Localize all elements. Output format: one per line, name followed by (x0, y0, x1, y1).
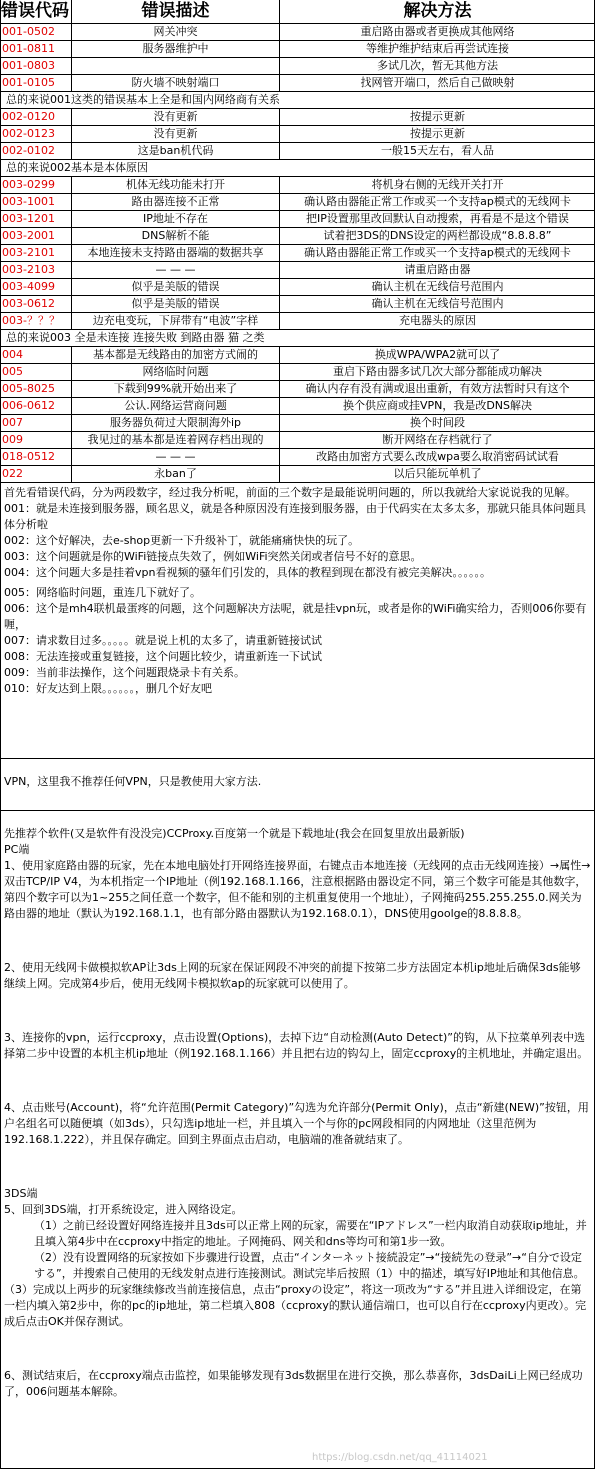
section-divider-2 (0, 810, 595, 811)
note-text: 总的来说001这类的错误基本上全是和国内网络商有关系 (6, 93, 280, 106)
error-code-cell: 003-2101 (0, 245, 72, 261)
table-row (0, 75, 595, 92)
step-6: 6、测试结束后，在ccproxy端点击监控，如果能够发现有3ds数据里在进行交换，那么恭喜你，3dsDaiLi上网已经成功了，006问题基本解除。 (4, 1369, 583, 1398)
vpn-intro (4, 774, 591, 792)
error-code-cell: 001-0811 (0, 41, 72, 57)
analysis-009: 009：当前非法操作，这个问题跟烧录卡有关系。 (4, 666, 245, 679)
description-cell: 我见过的基本都是连着网存档出现的 (72, 432, 280, 448)
solution-cell: 等维护维护结束后再尝试连接 (366, 42, 509, 55)
error-code-cell: 005 (0, 364, 72, 380)
description-cell: 机体无线功能未打开 (72, 177, 280, 193)
solution-cell: 重启下路由器多试几次大部分都能成功解决 (333, 365, 542, 378)
solution-cell: 换成WPA/WPA2就可以了 (374, 348, 501, 361)
ds-heading: 3DS端 (4, 1187, 38, 1200)
solution-cell: 把IP设置那里改回默认自动搜索，再看是不是这个错误 (306, 212, 569, 225)
step-5-1: （1）之前已经设置好网络连接并且3ds可以正常上网的玩家，需要在“IPアドレス”一栏内取消自动获取ip地址，并且填入第4步中在ccproxy中指定的地址。子网掩码、网关和dns等均可和第1步一致。 (34, 1219, 587, 1248)
analysis-intro: 首先看错误代码，分为两段数字，经过我分析呢，前面的三个数字是最能说明问题的，所以我就给大家说说我的见解。 (4, 486, 576, 499)
solution-cell: 改路由加密方式要么改成wpa要么取消密码试试看 (316, 450, 559, 463)
description-cell: 这是ban机代码 (72, 143, 280, 159)
table-row (0, 228, 595, 245)
solution-cell: 找网管开端口，然后自己做映射 (360, 76, 515, 89)
solution-cell: 确认内存有没有满或退出重新，有效方法暂时只有这个 (305, 382, 570, 395)
step-2: 2、使用无线网卡做模拟软AP让3ds上网的玩家在保证网段不冲突的前提下按第二步方法固定本机ip地址后确保3ds能够继续上网。完成第4步后，使用无线网卡模拟软ap的玩家就可以使用了。 (4, 961, 581, 990)
note-text: 总的来说003 全是未连接 连接失败 到路由器 猫 之类 (6, 331, 265, 344)
step-3: 3、连接你的vpn，运行ccproxy，点击设置(Options)，去掉下边“自动检测(Auto Detect)”的钩，从下拉菜单列表中选择第二步中设置的本机主机ip地址（例192.168.1.166）并且把右边的钩勾上，固定ccproxy的主机地址，并确定退出。 (4, 1031, 589, 1060)
guide-section (4, 826, 591, 1468)
analysis-007: 007：请求数目过多。。。。。就是说上机的太多了，请重新链接试试 (4, 634, 322, 647)
header-solution: 解决方法 (403, 1, 472, 21)
error-code-cell: 003-1001 (0, 194, 72, 210)
table-row (0, 211, 595, 228)
watermark: https://blog.csdn.net/qq_41114021 (312, 1452, 488, 1463)
header-code: 错误代码 (0, 0, 72, 23)
table-row (0, 415, 595, 432)
table-row (0, 381, 595, 398)
solution-cell: 一般15天左右，看人品 (381, 144, 494, 157)
description-cell: 网络临时问题 (72, 364, 280, 380)
table-note-row (0, 92, 595, 109)
software-recommendation: 先推荐个软件(又是软件有没没完)CCProxy.百度第一个就是下载地址(我会在回复里放出最新版) (4, 827, 465, 840)
solution-cell: 确认路由器能正常工作或买一个支持ap模式的无线网卡 (304, 246, 571, 259)
vpn-intro-text: VPN，这里我不推荐任何VPN，只是教使用大家方法. (4, 775, 262, 788)
description-cell: DNS解析不能 (72, 228, 280, 244)
description-cell: IP地址不存在 (72, 211, 280, 227)
solution-cell: 充电器头的原因 (399, 314, 476, 327)
error-code-cell: 022 (0, 466, 72, 482)
error-code-table (0, 0, 595, 483)
error-code-cell: 003-1201 (0, 211, 72, 227)
step-5-2: （2）没有设置网络的玩家按如下步骤进行设置，点击“インターネット接続設定”→“接続先の登录”→“自分で设定する”，并搜索自己使用的无线发射点进行连接测试。测试完毕后按照（1）中的描述，填写好IP地址和其他信息。 (34, 1251, 585, 1280)
error-code-cell: 003-2001 (0, 228, 72, 244)
error-code-cell: 003-0612 (0, 296, 72, 312)
solution-cell: 换个时间段 (410, 416, 465, 429)
step-1: 1、使用家庭路由器的玩家，先在本地电脑处打开网络连接界面，右键点击本地连接（无线网的点击无线网连接）→属性→双击TCP/IP V4，为本机指定一个IP地址（例192.168.1.166，注意根据路由器设定不同，第三个数字可能是其他数字，第四个数字可以为1~255之间任意一个数字，但不能和别的主机重复使用一个地址），子网掩码255.255.255.0.网关为路由器的地址（默认为192.168.1.1，也有部分路由器默认为192.168.0.1），DNS使用goolge的8.8.8.8。 (4, 859, 591, 920)
table-row (0, 279, 595, 296)
error-code-cell: 001-0803 (0, 58, 72, 74)
description-cell: — — — (72, 262, 280, 278)
description-cell: 网关冲突 (72, 24, 280, 40)
analysis-008: 008：无法连接或重复链接，这个问题比较少，请重新连一下试试 (4, 650, 322, 663)
description-cell (72, 58, 280, 74)
description-cell: 本地连接未支持路由器端的数据共享 (72, 245, 280, 261)
solution-cell: 请重启路由器 (404, 263, 471, 276)
table-body (0, 24, 595, 483)
table-row (0, 58, 595, 75)
description-cell: 永ban了 (72, 466, 280, 482)
solution-cell: 将机身右侧的无线开关打开 (371, 178, 504, 191)
table-row (0, 432, 595, 449)
solution-cell: 断开网络在存档就行了 (382, 433, 493, 446)
error-code-cell: 002-0123 (0, 126, 72, 142)
error-code-cell: 018-0512 (0, 449, 72, 465)
error-code-cell: 003-2103 (0, 262, 72, 278)
error-code-cell: 003-4099 (0, 279, 72, 295)
description-cell: 防火墙不映射端口 (72, 75, 280, 91)
description-cell: 似乎是美版的错误 (72, 296, 280, 312)
table-row (0, 262, 595, 279)
error-code-cell: 005-8025 (0, 381, 72, 397)
table-note-row (0, 160, 595, 177)
description-cell: 没有更新 (72, 126, 280, 142)
header-description: 错误描述 (72, 0, 280, 23)
analysis-001: 001：就是未连接到服务器，顾名思义，就是各种原因没有连接到服务器，由于代码实在太多太多，那就只能具体问题具体分析啦 (4, 502, 586, 531)
description-cell: 服务器维护中 (72, 41, 280, 57)
table-row (0, 398, 595, 415)
solution-cell: 按提示更新 (410, 127, 465, 140)
error-code-cell: 006-0612 (0, 398, 72, 414)
solution-cell: 确认路由器能正常工作或买一个支持ap模式的无线网卡 (304, 195, 571, 208)
note-text: 总的来说002基本是本体原因 (6, 161, 148, 174)
error-code-cell: 003-？？？ (0, 313, 72, 329)
error-code-cell: 004 (0, 347, 72, 363)
bottom-border (0, 1468, 595, 1469)
table-row (0, 466, 595, 483)
table-row (0, 313, 595, 330)
solution-cell: 重启路由器或者更换成其他网络 (360, 25, 515, 38)
table-row (0, 109, 595, 126)
error-code-cell: 001-0502 (0, 24, 72, 40)
solution-cell: 换个供应商或挂VPN，我是改DNS解决 (342, 399, 533, 412)
description-cell: 没有更新 (72, 109, 280, 125)
solution-cell: 以后只能玩单机了 (393, 467, 482, 480)
table-row (0, 194, 595, 211)
analysis-010: 010：好友达到上限。。。。。。，删几个好友吧 (4, 682, 212, 695)
solution-cell: 试着把3DS的DNS设定的两栏都设成“8.8.8.8” (323, 229, 552, 242)
table-note-row (0, 330, 595, 347)
table-row (0, 24, 595, 41)
error-code-cell: 002-0102 (0, 143, 72, 159)
error-code-cell: 001-0105 (0, 75, 72, 91)
error-code-cell: 007 (0, 415, 72, 431)
step-4: 4、点击账号(Account)，将“允许范围(Permit Category)”勾选为允许部分(Permit Only)，点击“新建(NEW)”按钮，用户名组名可以随便填（如3ds），只勾选ip地址一栏，并且填入一个与你的pc网段相同的内网地址（这里范例为192.168.1.222），并且保存确定。回到主界面点击启动，电脑端的准备就结束了。 (4, 1101, 589, 1146)
solution-cell: 确认主机在无线信号范围内 (371, 297, 504, 310)
analysis-section (4, 485, 591, 741)
analysis-003: 003：这个问题就是你的WiFi链接点失效了，例如WiFi突然关闭或者信号不好的意思。 (4, 550, 422, 563)
description-cell: 似乎是美版的错误 (72, 279, 280, 295)
step-5-3: （3）完成以上两步的玩家继续修改当前连接信息，点击“proxyの设定”，将这一项改为“する”并且进入详细设定，在第一栏内填入第2步中，你的pc的ip地址，第二栏填入808（ccproxy的默认通信端口，也可以自行在ccproxy内更改）。完成后点击OK并保存测试。 (4, 1283, 587, 1328)
description-cell: 服务器负荷过大限制海外ip (72, 415, 280, 431)
error-code-cell: 009 (0, 432, 72, 448)
table-row (0, 347, 595, 364)
solution-cell: 多试几次，暂无其他方法 (377, 59, 498, 72)
description-cell: 公认.网络运营商问题 (72, 398, 280, 414)
description-cell: — — — (72, 449, 280, 465)
table-row (0, 41, 595, 58)
table-row (0, 143, 595, 160)
description-cell: 下载到99%就开始出来了 (72, 381, 280, 397)
table-row (0, 296, 595, 313)
solution-cell: 按提示更新 (410, 110, 465, 123)
analysis-005: 005：网络临时问题，重连几下就好了。 (4, 586, 201, 599)
analysis-006: 006：这个是mh4联机最蛋疼的问题，这个问题解决方法呢，就是挂vpn玩，或者是你的WiFi确实给力，否则006你要有喱， (4, 602, 587, 631)
analysis-004: 004：这个问题大多是挂着vpn看视频的骚年们引发的，具体的教程到现在都没有被完美解决。。。。。。 (4, 566, 491, 579)
table-row (0, 245, 595, 262)
solution-cell: 确认主机在无线信号范围内 (371, 280, 504, 293)
description-cell: 路由器连接不正常 (72, 194, 280, 210)
table-row (0, 126, 595, 143)
section-divider-1 (0, 758, 595, 759)
table-header-row (0, 0, 595, 24)
description-cell: 边充电变玩，下屏带有“电波”字样 (72, 313, 280, 329)
table-row (0, 177, 595, 194)
table-row (0, 364, 595, 381)
pc-heading: PC端 (4, 843, 30, 856)
error-code-cell: 002-0120 (0, 109, 72, 125)
description-cell: 基本都是无线路由的加密方式闹的 (72, 347, 280, 363)
analysis-002: 002：这个好解决，去e-shop更新一下升级补丁，就能痛痛快快的玩了。 (4, 534, 360, 547)
table-row (0, 449, 595, 466)
error-code-cell: 003-0299 (0, 177, 72, 193)
step-5: 5、回到3DS端，打开系统设定，进入网络设定。 (4, 1203, 243, 1216)
